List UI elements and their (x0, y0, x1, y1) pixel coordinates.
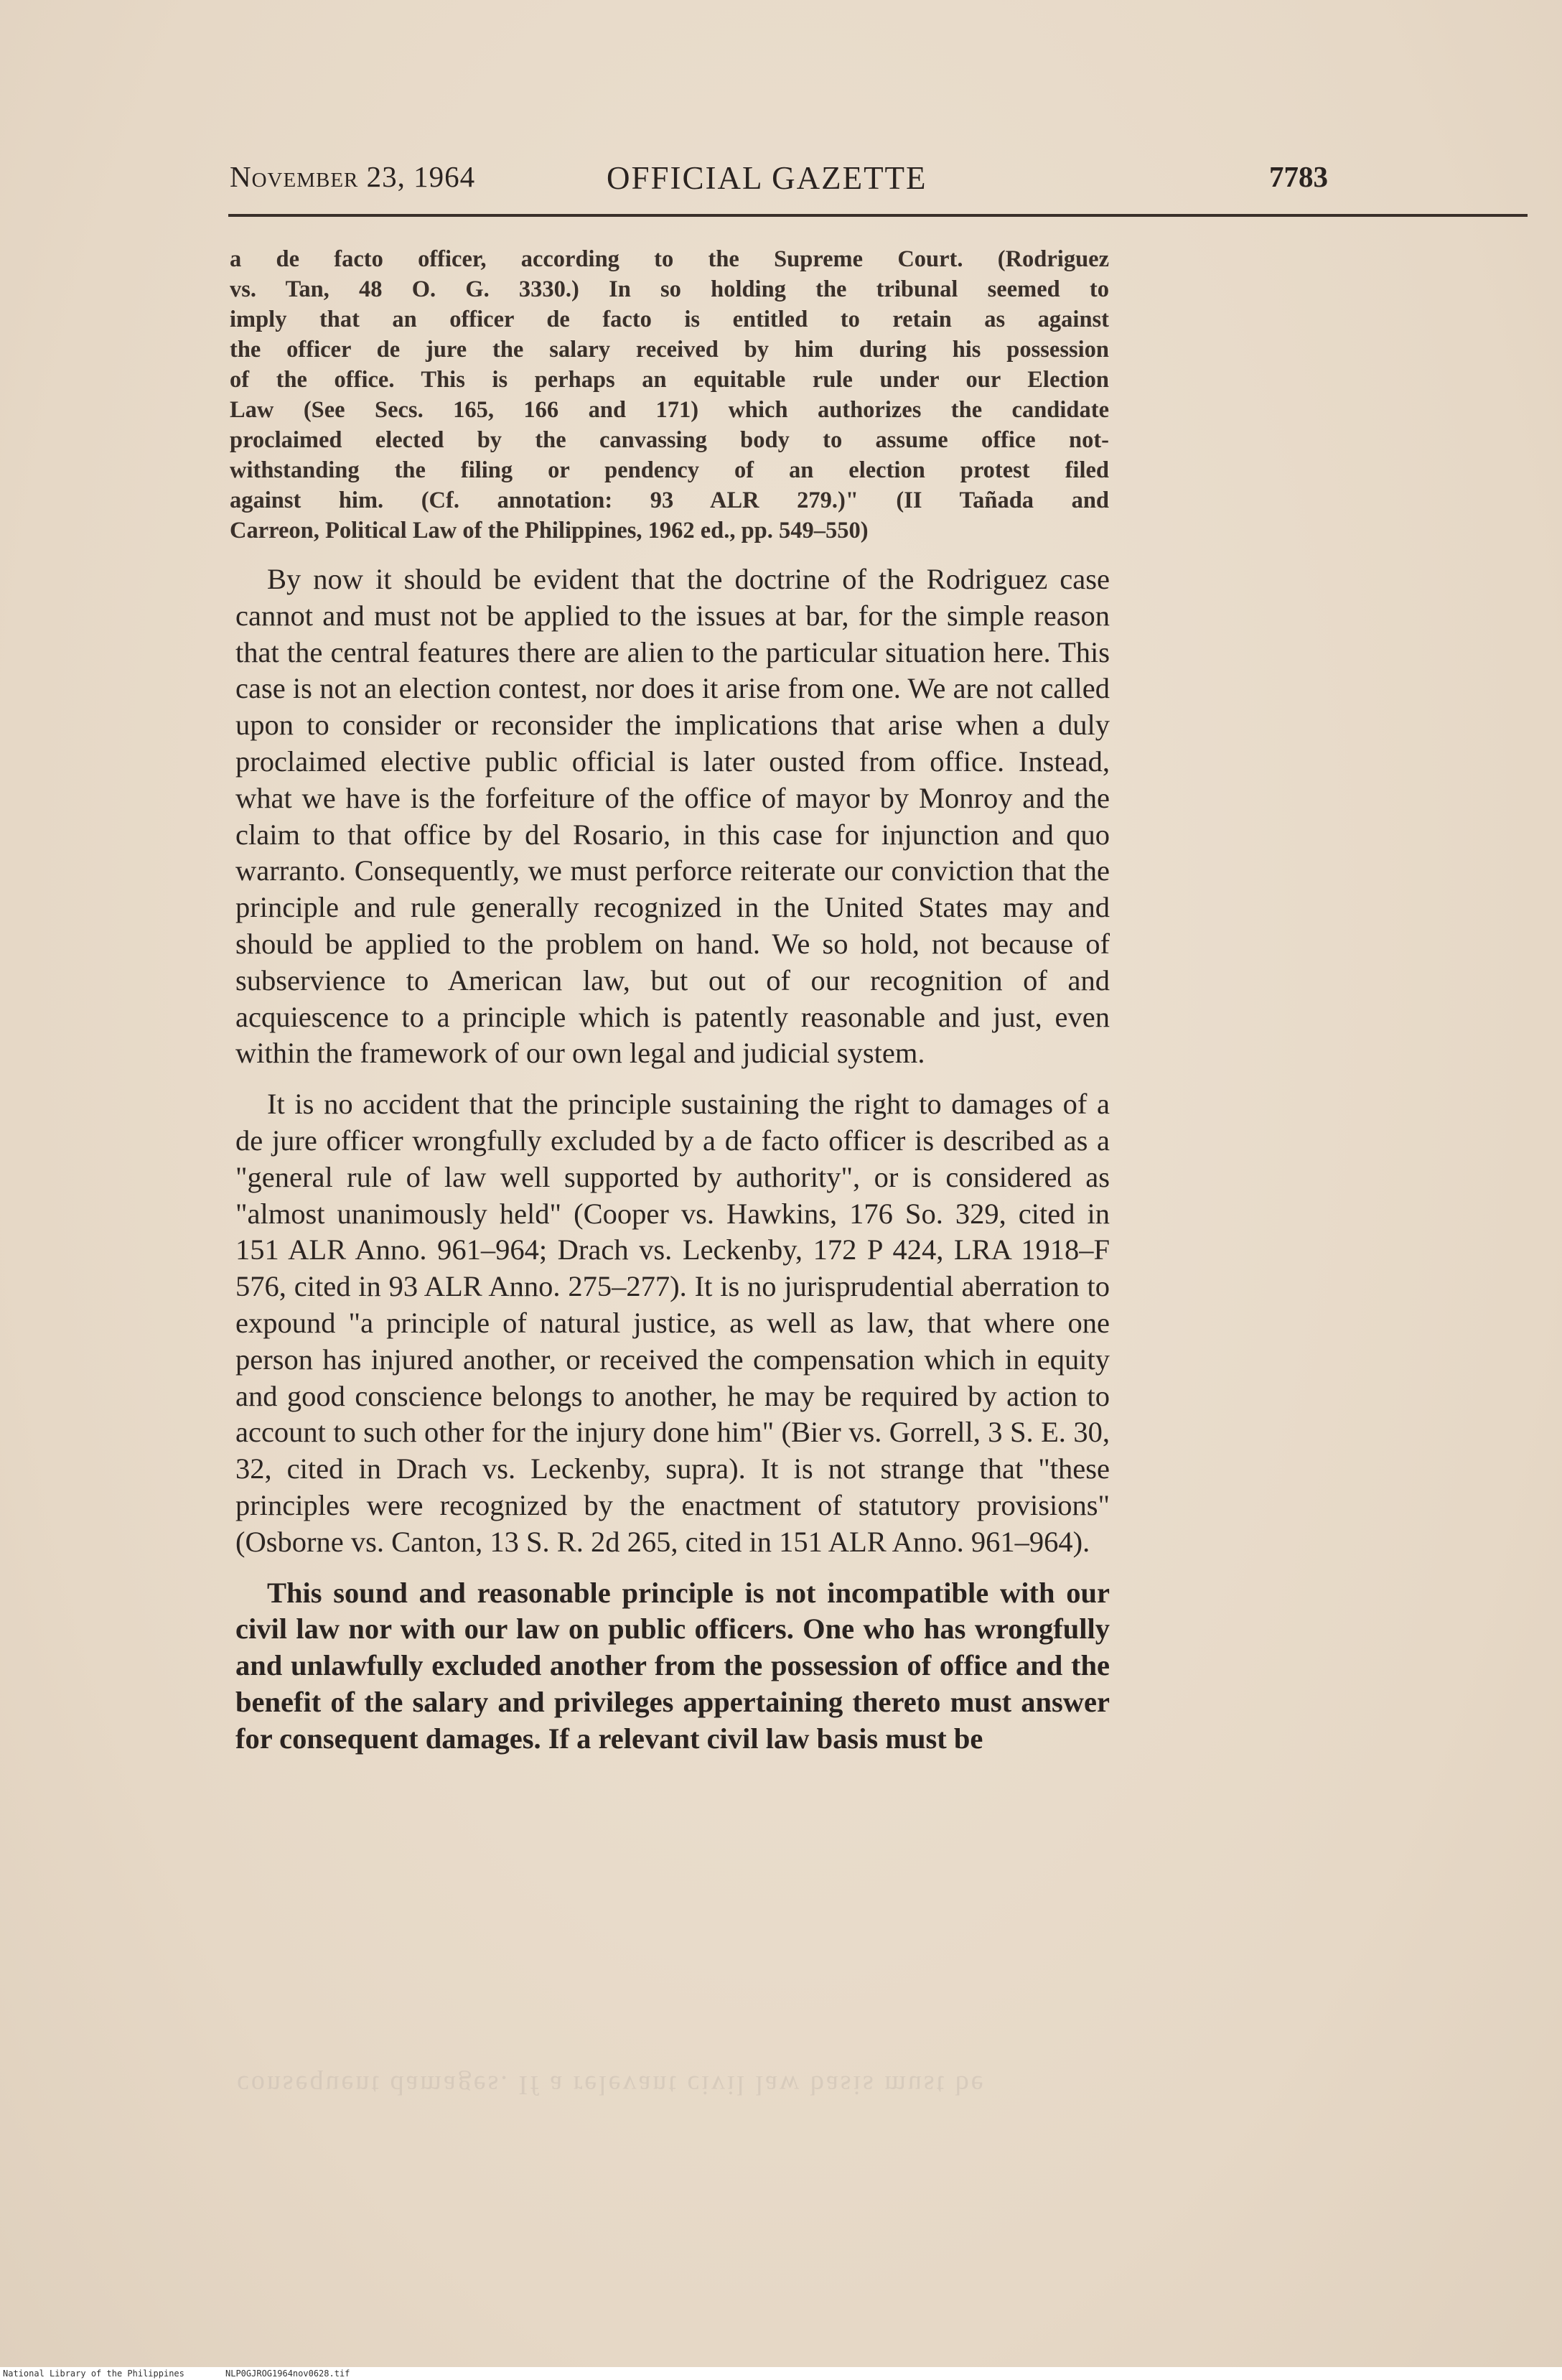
paragraph-2: It is no accident that the principle sustaining the right to damages of a de jure officer wrongfully excluded by a de facto officer is described as a "general rule of law well supported by authority", or is considered as "almost unanimously held" (Cooper vs. Hawkins, 176 So. 329, cited in 151 ALR Anno. 961–964; Drach vs. Leckenby, 172 P 424, LRA 1918–F 576, cited in 93 ALR Anno. 275–277). It is no jurisprudential aberration to expound "a principle of natural justice, as well as law, that where one person has injured another, or received the compensation which in equity and good conscience belongs to another, he may be required by action to account to such other for the injury done him" (Bier vs. Gorrell, 3 S. E. 30, 32, cited in Drach vs. Leckenby, supra). It is not strange that "these principles were recognized by the enactment of statutory provisions" (Osborne vs. Canton, 13 S. R. 2d 265, cited in 151 ALR Anno. 961–964). (235, 1088, 1110, 1558)
body-text (235, 561, 1110, 1772)
header-rule (228, 214, 1528, 217)
quote-line: a de facto officer, according to the Supreme Court. (Rodriguez (230, 246, 1109, 272)
quote-line: proclaimed elected by the canvassing body to assume office not- (230, 427, 1109, 453)
quote-line: Law (See Secs. 165, 166 and 171) which authorizes the candidate (230, 397, 1109, 423)
quote-line: the officer de jure the salary received by him during his possession (230, 337, 1109, 363)
header-page-number: 7783 (1269, 160, 1328, 193)
header-title: OFFICIAL GAZETTE (607, 160, 927, 196)
scan-footer (0, 2367, 1562, 2380)
page-header (230, 159, 1328, 202)
quote-line: vs. Tan, 48 O. G. 3330.) In so holding the tribunal seemed to (230, 276, 1109, 302)
quote-line: Carreon, Political Law of the Philippines, 1962 ed., pp. 549–550) (230, 518, 869, 543)
quote-line: against him. (Cf. annotation: 93 ALR 279.)" (II Tañada and (230, 487, 1109, 513)
paragraph-3: This sound and reasonable principle is not incompatible with our civil law nor with our law on public officers. One who has wrongfully and unlawfully excluded another from the possession of office and the benefit of the salary and privileges appertaining thereto must answer for consequent damages. If a relevant civil law basis must be (235, 1576, 1110, 1755)
header-date: November 23, 1964 (230, 160, 476, 193)
quoted-passage (230, 244, 1109, 546)
quote-line: of the office. This is perhaps an equitable rule under our Election (230, 367, 1109, 393)
quote-line: withstanding the filing or pendency of an election protest filed (230, 457, 1109, 483)
quote-line: imply that an officer de facto is entitled to retain as against (230, 307, 1109, 332)
footer-library: National Library of the Philippines (3, 2369, 184, 2379)
footer-filename: NLP0GJROG1964nov0628.tif (225, 2369, 350, 2379)
show-through-text: consequent damages. If a relevant civil law basis must be (237, 2070, 986, 2100)
paragraph-1: By now it should be evident that the doctrine of the Rodriguez case cannot and must not be applied to the issues at bar, for the simple reason that the central features there are alien to the particular situation here. This case is not an election contest, nor does it arise from one. We are not called upon to consider or reconsider the implications that arise when a duly proclaimed elective public official is later ousted from office. Instead, what we have is the forfeiture of the office of mayor by Monroy and the claim to that office by del Rosario, in this case for injunction and quo warranto. Consequently, we must perforce reiterate our conviction that the principle and rule generally recognized in the United States may and should be applied to the problem on hand. We so hold, not because of subservience to American law, but out of our recognition of and acquiescence to a principle which is patently reasonable and just, even within the framework of our own legal and judicial system. (235, 563, 1110, 1070)
